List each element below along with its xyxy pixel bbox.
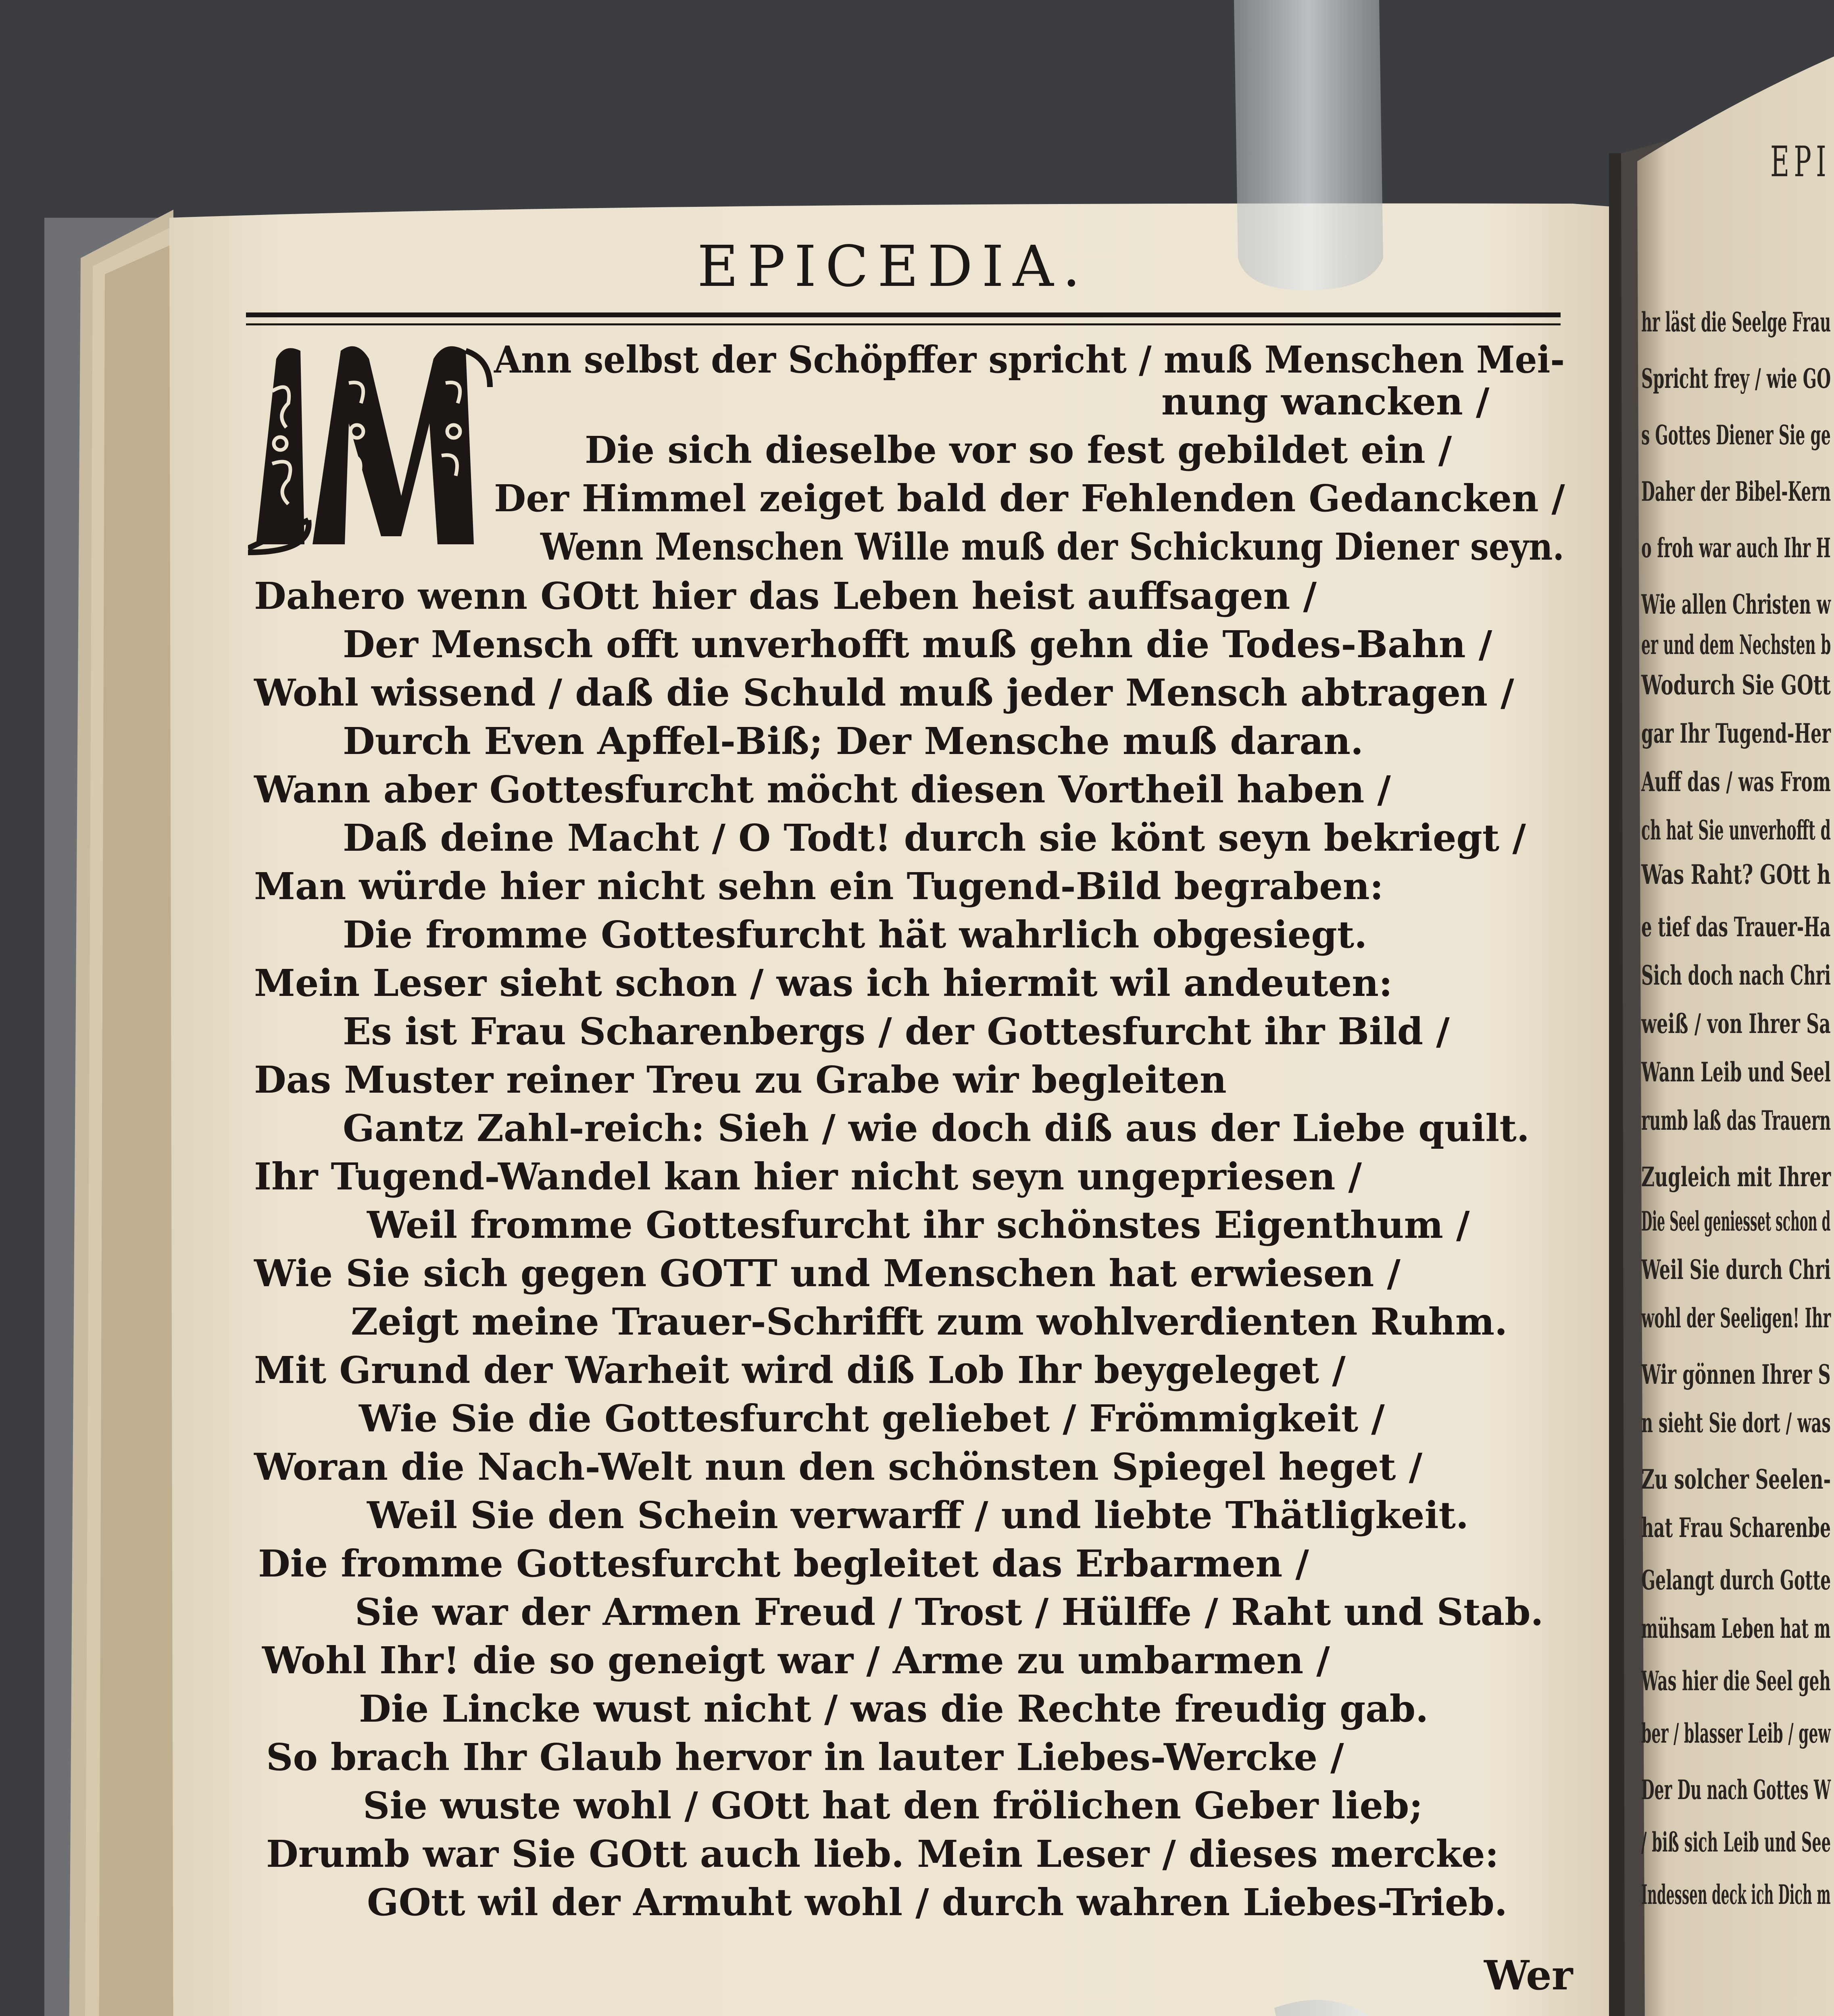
verse-line-10: Wann aber Gottesfurcht möcht diesen Vortheil haben / (254, 768, 1391, 811)
facing-line-29: ber / blasser Leib / gew (1641, 1718, 1831, 1749)
running-head: EPICEDIA. (697, 234, 1090, 300)
verse-line-27: Sie war der Armen Freud / Trost / Hülffe / Raht und Stab. (355, 1590, 1544, 1634)
facing-line-28: Was hier die Seel geh (1641, 1665, 1831, 1697)
facing-line-22: Wir gönnen Ihrer S (1641, 1359, 1831, 1390)
facing-line-30: Der Du nach Gottes W (1641, 1774, 1831, 1806)
facing-line-6: Wie allen Christen w (1641, 589, 1831, 620)
verse-line-19: Weil fromme Gottesfurcht ihr schönstes Eigenthum / (367, 1203, 1470, 1247)
verse-line-23: Wie Sie die Gottesfurcht geliebet / Frömmigkeit / (359, 1397, 1385, 1440)
catchword: Wer (1484, 1951, 1573, 1999)
verse-line-20: Wie Sie sich gegen GOTT und Menschen hat erwiesen / (254, 1252, 1401, 1295)
facing-line-1: hr läst die Seelge Frau (1641, 306, 1831, 338)
header-rule-thick (246, 312, 1561, 317)
verse-line-15: Es ist Frau Scharenbergs / der Gottesfurcht ihr Bild / (343, 1010, 1450, 1053)
verse-line-31: Sie wuste wohl / GOtt hat den frölichen Geber lieb; (363, 1784, 1423, 1827)
facing-line-21: wohl der Seeligen! Ihr (1641, 1302, 1831, 1334)
verse-line-9: Durch Even Apffel-Biß; Der Mensche muß daran. (343, 719, 1364, 763)
verse-line-5: Wenn Menschen Wille muß der Schickung Diener seyn. (540, 525, 1564, 569)
verse-line-12: Man würde hier nicht sehn ein Tugend-Bild begraben: (254, 864, 1384, 908)
facing-line-17: rumb laß das Trauern (1641, 1105, 1831, 1136)
verse-line-26: Die fromme Gottesfurcht begleitet das Erbarmen / (258, 1542, 1309, 1585)
verse-line-1: Ann selbst der Schöpffer spricht / muß Menschen Mei- (494, 338, 1565, 381)
verse-line-17: Gantz Zahl-reich: Sieh / wie doch diß aus der Liebe quilt. (343, 1106, 1530, 1150)
verse-line-29: Die Lincke wust nicht / was die Rechte freudig gab. (359, 1687, 1429, 1731)
facing-line-32: Indessen deck ich Dich m (1641, 1879, 1831, 1910)
verse-line-14: Mein Leser sieht schon / was ich hiermit wil andeuten: (254, 961, 1393, 1005)
verse-line-21: Zeigt meine Trauer-Schrifft zum wohlverdienten Ruhm. (351, 1300, 1508, 1343)
facing-line-23: n sieht Sie dort / was (1641, 1407, 1831, 1439)
verse-line-2: nung wancken / (1161, 380, 1490, 423)
facing-line-7: er und dem Nechsten b (1641, 629, 1831, 660)
verse-line-30: So brach Ihr Glaub hervor in lauter Liebes-Wercke / (266, 1735, 1344, 1779)
verse-line-22: Mit Grund der Warheit wird diß Lob Ihr beygeleget / (254, 1348, 1346, 1392)
facing-line-20: Weil Sie durch Chri (1641, 1254, 1831, 1285)
decorated-initial-m (248, 335, 494, 560)
verse-line-13: Die fromme Gottesfurcht hät wahrlich obgesiegt. (343, 913, 1367, 956)
verse-line-8: Wohl wissend / daß die Schuld muß jeder Mensch abtragen / (254, 671, 1514, 714)
verse-line-32: Drumb war Sie GOtt auch lieb. Mein Leser / dieses mercke: (266, 1832, 1499, 1876)
facing-line-9: gar Ihr Tugend-Her (1641, 718, 1831, 749)
facing-line-15: weiß / von Ihrer Sa (1641, 1008, 1831, 1039)
verse-line-3: Die sich dieselbe vor so fest gebildet ein / (585, 428, 1452, 472)
verse-line-16: Das Muster reiner Treu zu Grabe wir begleiten (254, 1058, 1227, 1102)
verse-line-11: Daß deine Macht / O Todt! durch sie könt seyn bekriegt / (343, 816, 1526, 860)
verse-line-33: GOtt wil der Armuht wohl / durch wahren Liebes-Trieb. (367, 1881, 1507, 1924)
facing-line-10: Auff das / was From (1641, 766, 1831, 798)
verse-line-18: Ihr Tugend-Wandel kan hier nicht seyn ungepriesen / (254, 1155, 1362, 1198)
verse-line-4: Der Himmel zeiget bald der Fehlenden Gedancken / (494, 477, 1565, 520)
facing-line-12: Was Raht? GOtt h (1641, 859, 1831, 890)
facing-line-18: Zugleich mit Ihrer (1641, 1161, 1831, 1193)
facing-line-16: Wann Leib und Seel (1641, 1056, 1831, 1088)
facing-line-27: mühsam Leben hat m (1641, 1613, 1831, 1644)
facing-line-14: Sich doch nach Chri (1641, 960, 1831, 991)
verse-line-24: Woran die Nach-Welt nun den schönsten Spiegel heget / (254, 1445, 1423, 1489)
facing-line-24: Zu solcher Seelen- (1641, 1464, 1831, 1495)
verse-line-7: Der Mensch offt unverhofft muß gehn die Todes-Bahn / (343, 623, 1492, 666)
facing-running-head: EPI (1770, 137, 1831, 186)
facing-line-26: Gelangt durch Gotte (1641, 1564, 1831, 1596)
facing-line-2: Spricht frey / wie GO (1641, 363, 1831, 394)
facing-line-31: / biß sich Leib und See (1641, 1826, 1831, 1858)
facing-line-5: o froh war auch Ihr H (1641, 532, 1831, 564)
facing-line-25: hat Frau Scharenbe (1641, 1512, 1831, 1543)
facing-line-8: Wodurch Sie GOtt (1641, 669, 1831, 701)
facing-line-3: s Gottes Diener Sie ge (1641, 419, 1831, 451)
facing-line-13: e tief das Trauer-Ha (1641, 911, 1831, 943)
facing-line-11: ch hat Sie unverhofft d (1641, 814, 1831, 846)
header-rule-thin (246, 323, 1561, 325)
facing-line-4: Daher der Bibel-Kern (1641, 476, 1831, 507)
facing-line-19: Die Seel geniesset schon d (1641, 1206, 1831, 1237)
verse-line-28: Wohl Ihr! die so geneigt war / Arme zu umbarmen / (262, 1639, 1330, 1682)
verse-line-6: Dahero wenn GOtt hier das Leben heist auffsagen / (254, 574, 1317, 618)
verse-line-25: Weil Sie den Schein verwarff / und liebte Thätligkeit. (367, 1493, 1469, 1537)
